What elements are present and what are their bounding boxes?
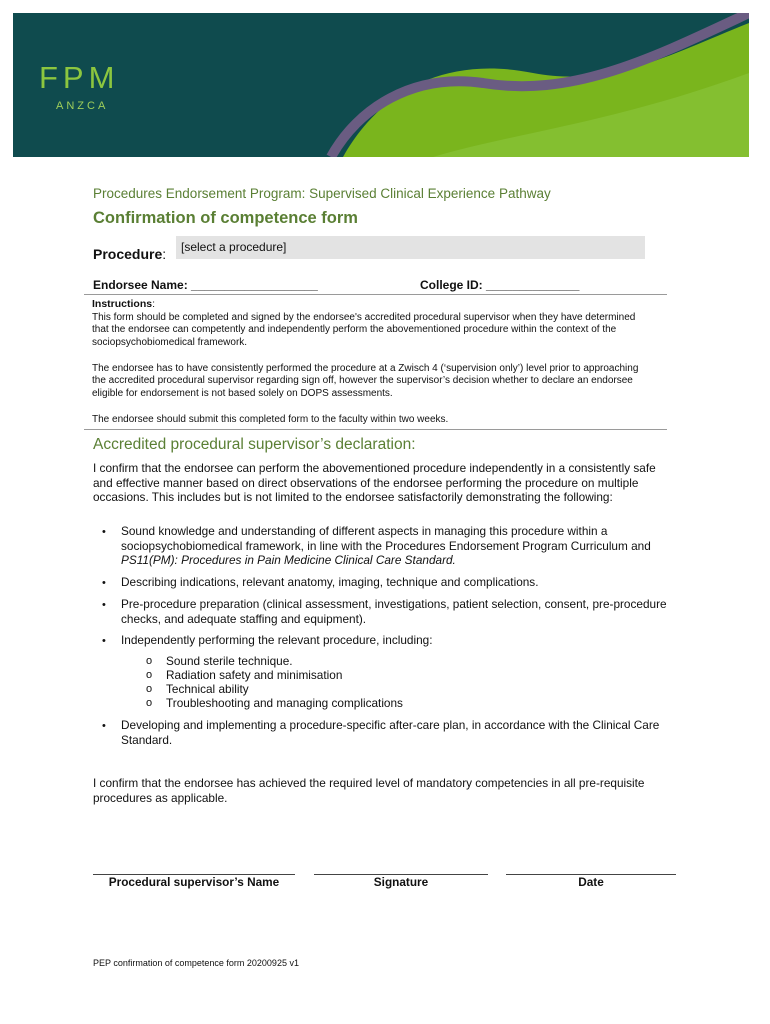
- instructions-paragraph-1: This form should be completed and signed by the endorsee's accredited procedural supervisor when they have determined that the endorsee can competently and independently perform the abovementioned procedure within the context of the sociopsychobiomedical framework.: [92, 312, 636, 348]
- sub-list-item: Technical ability: [166, 682, 249, 696]
- instructions-paragraph-3: The endorsee should submit this completed form to the faculty within two weeks.: [92, 414, 449, 425]
- bullet-icon: •: [102, 635, 106, 647]
- list-item: Developing and implementing a procedure-specific after-care plan, in accordance with the Clinical Care Standard.: [121, 718, 660, 747]
- list-item: Pre-procedure preparation (clinical assessment, investigations, patient selection, consent, pre-procedure checks, and adequate staffing and equipment).: [121, 597, 667, 626]
- list-item: Independently performing the relevant procedure, including:: [121, 633, 433, 647]
- bullet-icon: •: [102, 720, 106, 732]
- supervisor-name-label: Procedural supervisor’s Name: [108, 875, 280, 889]
- endorsee-name-field[interactable]: Endorsee Name: ___________________: [93, 278, 318, 292]
- sub-bullet-icon: o: [146, 697, 153, 709]
- banner-graphic: [13, 13, 749, 157]
- footer-text: PEP confirmation of competence form 20200925 v1: [93, 958, 299, 968]
- header-banner: [13, 13, 749, 157]
- declaration-closing: I confirm that the endorsee has achieved the required level of mandatory competencies in all pre-requisite procedures as applicable.: [93, 776, 645, 805]
- signature-label: Signature: [373, 875, 429, 889]
- bullet-icon: •: [102, 577, 106, 589]
- college-id-field[interactable]: College ID: ______________: [420, 278, 580, 292]
- sub-list-item: Radiation safety and minimisation: [166, 668, 343, 682]
- declaration-heading: Accredited procedural supervisor’s declaration:: [93, 436, 416, 453]
- declaration-intro: I confirm that the endorsee can perform the abovementioned procedure independently in a consistently safe and effective manner based on direct observations of the endorsee performing the procedure on multiple occasions. This includes but is not limited to the endorsee satisfactorily demonstrating the following:: [93, 461, 656, 505]
- divider: [84, 429, 667, 430]
- instructions-paragraph-2: The endorsee has to have consistently performed the procedure at a Zwisch 4 (‘supervision only’) level prior to approaching the accredited procedural supervisor regarding sign off, however the supervisor’s decision whether to declare an endorsee eligible for endorsement is not based solely on DOPS assessments.: [92, 363, 639, 399]
- sub-bullet-icon: o: [146, 669, 153, 681]
- logo-fpm: FPM: [39, 60, 120, 95]
- bullet-icon: •: [102, 599, 106, 611]
- sub-list-item: Troubleshooting and managing complications: [166, 696, 403, 710]
- sub-bullet-icon: o: [146, 683, 153, 695]
- list-item: Describing indications, relevant anatomy, imaging, technique and complications.: [121, 575, 539, 589]
- procedure-label: Procedure:: [93, 246, 167, 262]
- procedure-select[interactable]: [select a procedure]: [176, 236, 645, 259]
- program-subtitle: Procedures Endorsement Program: Supervised Clinical Experience Pathway: [93, 186, 551, 201]
- divider: [84, 294, 667, 295]
- list-item: Sound knowledge and understanding of different aspects in managing this procedure within a sociopsychobiomedical framework, in line with the Procedures Endorsement Program Curriculum and PS11(PM): Procedures in Pain Medicine Clinical Care Standard.: [121, 524, 651, 568]
- sub-list-item: Sound sterile technique.: [166, 654, 293, 668]
- page-title: Confirmation of competence form: [93, 209, 358, 227]
- instructions-heading: Instructions:: [92, 298, 156, 310]
- sub-bullet-icon: o: [146, 655, 153, 667]
- logo-anzca: ANZCA: [56, 100, 109, 112]
- date-label: Date: [578, 875, 604, 889]
- bullet-icon: •: [102, 526, 106, 538]
